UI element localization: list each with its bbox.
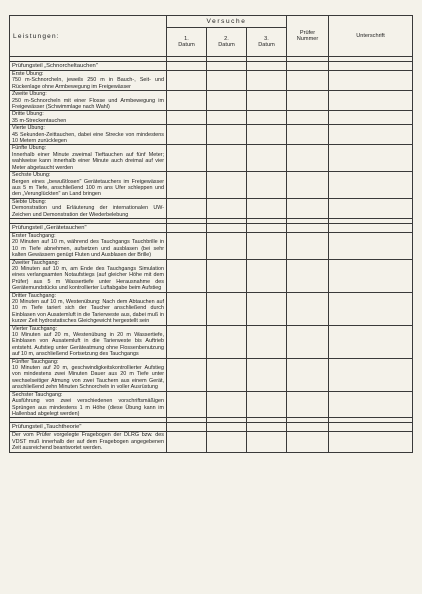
attempt-1-cell[interactable] bbox=[167, 292, 207, 325]
attempt-1-label: Datum bbox=[178, 42, 195, 48]
attempt-1-number: 1. bbox=[184, 35, 189, 42]
exercise-title: Vierte Übung: bbox=[12, 125, 45, 132]
exercise-description bbox=[10, 125, 167, 145]
exercise-row bbox=[10, 292, 413, 325]
attempt-1-cell[interactable] bbox=[167, 172, 207, 199]
attempt-2-cell[interactable] bbox=[207, 232, 247, 259]
section-title-row bbox=[10, 423, 413, 432]
section-title-row bbox=[10, 62, 413, 71]
attempt-2-cell[interactable] bbox=[207, 172, 247, 199]
exercise-title: Erster Tauchgang: bbox=[12, 232, 56, 239]
attempt-1-cell[interactable] bbox=[167, 145, 207, 172]
versuche-header: Versuche bbox=[167, 16, 287, 28]
exercise-row bbox=[10, 232, 413, 259]
leistungen-header: Leistungen: bbox=[10, 16, 167, 57]
exercise-title: Dritter Tauchgang: bbox=[12, 292, 56, 299]
unterschrift-cell[interactable] bbox=[329, 325, 413, 358]
attempt-2-cell[interactable] bbox=[207, 91, 247, 111]
exercise-description bbox=[10, 325, 167, 358]
exercise-title: Erste Übung: bbox=[12, 71, 44, 77]
exercise-title: Siebte Übung: bbox=[12, 198, 47, 205]
attempt-3-cell[interactable] bbox=[247, 232, 287, 259]
exercise-text: 20 Minuten auf 10 m, am Ende des Tauchgangs Simulation eines verlangsamten Notaufstiegs (auf gleicher Höhe mit dem Prüfer) aus 5 m Wassertiefe unter Herausnahme des Gerätemundstücks und kontrollierter Luftabgabe beim Aufstieg bbox=[12, 265, 164, 292]
attempt-3-cell[interactable] bbox=[247, 172, 287, 199]
attempt-3-cell[interactable] bbox=[247, 358, 287, 391]
section-title: Prüfungsteil „Schnorcheltauchen" bbox=[10, 62, 167, 71]
unterschrift-cell[interactable] bbox=[329, 391, 413, 418]
attempt-1-cell[interactable] bbox=[167, 111, 207, 125]
attempt-1-cell[interactable] bbox=[167, 223, 207, 232]
exercise-row bbox=[10, 172, 413, 199]
exercise-description bbox=[10, 292, 167, 325]
attempt-1-cell[interactable] bbox=[167, 71, 207, 91]
attempt-1-cell[interactable] bbox=[167, 232, 207, 259]
exercise-title: Dritte Übung: bbox=[12, 111, 44, 118]
unterschrift-cell[interactable] bbox=[329, 432, 413, 452]
pruefer-nummer-cell[interactable] bbox=[287, 259, 329, 292]
attempt-2-number: 2. bbox=[224, 35, 229, 42]
attempt-1-cell[interactable] bbox=[167, 125, 207, 145]
exam-record-table bbox=[9, 15, 413, 453]
attempt-3-header bbox=[247, 28, 287, 57]
exercise-description bbox=[10, 145, 167, 172]
pruefer-nummer-cell[interactable] bbox=[287, 125, 329, 145]
attempt-3-number: 3. bbox=[264, 35, 269, 42]
unterschrift-cell[interactable] bbox=[329, 145, 413, 172]
exercise-row bbox=[10, 358, 413, 391]
pruefer-nummer-cell[interactable] bbox=[287, 71, 329, 91]
exercise-text: 45 Sekunden-Zeittauchen, dabei eine Strecke von mindestens 10 Metern zurücklegen bbox=[12, 131, 164, 145]
exercise-description bbox=[10, 198, 167, 218]
pruefer-nummer-cell[interactable] bbox=[287, 432, 329, 452]
unterschrift-header: Unterschrift bbox=[329, 16, 413, 57]
unterschrift-cell[interactable] bbox=[329, 223, 413, 232]
attempt-2-cell[interactable] bbox=[207, 391, 247, 418]
attempt-3-cell[interactable] bbox=[247, 91, 287, 111]
section-title-row bbox=[10, 223, 413, 232]
attempt-2-header bbox=[207, 28, 247, 57]
attempt-2-cell[interactable] bbox=[207, 71, 247, 91]
exercise-row bbox=[10, 325, 413, 358]
pruefer-nummer-header: Prüfer Nummer bbox=[287, 16, 329, 57]
exercise-text: 750 m-Schnorcheln, jeweils 250 m in Bauch-, Seit- und Rückenlage ohne Armbewegung im Freigewässer bbox=[12, 77, 164, 90]
header-row-top bbox=[10, 16, 413, 28]
attempt-1-cell[interactable] bbox=[167, 259, 207, 292]
pruefer-nummer-cell[interactable] bbox=[287, 111, 329, 125]
exercise-row bbox=[10, 259, 413, 292]
section-title: Prüfungsteil „Tauchtheorie" bbox=[10, 423, 167, 432]
exercise-title: Vierter Tauchgang: bbox=[12, 325, 58, 332]
unterschrift-cell[interactable] bbox=[329, 423, 413, 432]
exercise-title: Sechster Tauchgang: bbox=[12, 391, 63, 398]
unterschrift-cell[interactable] bbox=[329, 358, 413, 391]
exercise-row bbox=[10, 125, 413, 145]
exercise-description bbox=[10, 232, 167, 259]
attempt-1-cell[interactable] bbox=[167, 432, 207, 452]
attempt-2-cell[interactable] bbox=[207, 223, 247, 232]
attempt-3-cell[interactable] bbox=[247, 62, 287, 71]
attempt-3-label: Datum bbox=[258, 42, 275, 48]
exercise-title: Fünfter Tauchgang: bbox=[12, 358, 59, 365]
exercise-text: Bergen eines „bewußtlosen" Gerätetauchers im Freigewässer aus 5 m Tiefe, anschließend 100 m ans Ufer schleppen und den „Verunglückten" an Land bringen bbox=[12, 178, 164, 198]
exercise-title: Zweite Übung: bbox=[12, 91, 47, 98]
exercise-description bbox=[10, 91, 167, 111]
attempt-2-cell[interactable] bbox=[207, 423, 247, 432]
attempt-3-cell[interactable] bbox=[247, 391, 287, 418]
attempt-3-cell[interactable] bbox=[247, 432, 287, 452]
attempt-2-cell[interactable] bbox=[207, 325, 247, 358]
exercise-description bbox=[10, 111, 167, 125]
attempt-2-cell[interactable] bbox=[207, 432, 247, 452]
exercise-description bbox=[10, 259, 167, 292]
attempt-2-cell[interactable] bbox=[207, 259, 247, 292]
exercise-text: 35 m-Streckentauchen bbox=[12, 117, 67, 124]
pruefer-nummer-cell[interactable] bbox=[287, 292, 329, 325]
attempt-1-cell[interactable] bbox=[167, 423, 207, 432]
attempt-1-cell[interactable] bbox=[167, 358, 207, 391]
pruefer-nummer-cell[interactable] bbox=[287, 62, 329, 71]
attempt-3-cell[interactable] bbox=[247, 325, 287, 358]
pruefer-nummer-cell[interactable] bbox=[287, 172, 329, 199]
attempt-3-cell[interactable] bbox=[247, 292, 287, 325]
attempt-2-cell[interactable] bbox=[207, 125, 247, 145]
exercise-text: Demonstration und Erläuterung der internationalen UW-Zeichen und Demonstration der Wiederbelebung bbox=[12, 205, 164, 218]
attempt-2-cell[interactable] bbox=[207, 62, 247, 71]
exercise-description bbox=[10, 71, 167, 91]
unterschrift-cell[interactable] bbox=[329, 292, 413, 325]
exercise-text: Der vom Prüfer vorgelegte Fragebogen der DLRG bzw. des VDST muß innerhalb der auf dem Fragebogen angegebenen Zeit ausreichend beantwortet werden. bbox=[12, 432, 164, 452]
attempt-1-cell[interactable] bbox=[167, 325, 207, 358]
pruefer-nummer-cell[interactable] bbox=[287, 391, 329, 418]
exercise-row bbox=[10, 391, 413, 418]
unterschrift-cell[interactable] bbox=[329, 172, 413, 199]
exercise-row bbox=[10, 71, 413, 91]
attempt-3-cell[interactable] bbox=[247, 125, 287, 145]
exercise-description bbox=[10, 172, 167, 199]
attempt-2-label: Datum bbox=[218, 42, 235, 48]
unterschrift-cell[interactable] bbox=[329, 62, 413, 71]
exercise-text: 250 m-Schnorcheln mit einer Flosse und Armbewegung im Freigewässer (Schwimmlage nach Wahl) bbox=[12, 97, 164, 111]
attempt-3-cell[interactable] bbox=[247, 71, 287, 91]
exercise-row bbox=[10, 432, 413, 452]
attempt-1-cell[interactable] bbox=[167, 91, 207, 111]
attempt-3-cell[interactable] bbox=[247, 423, 287, 432]
exercise-row bbox=[10, 145, 413, 172]
exercise-description bbox=[10, 432, 167, 452]
pruefer-nummer-cell[interactable] bbox=[287, 358, 329, 391]
exercise-title: Sechste Übung: bbox=[12, 172, 51, 179]
attempt-2-cell[interactable] bbox=[207, 145, 247, 172]
exercise-description bbox=[10, 391, 167, 418]
pruefer-nummer-cell[interactable] bbox=[287, 423, 329, 432]
exercise-title: Fünfte Übung: bbox=[12, 145, 47, 152]
attempt-1-header bbox=[167, 28, 207, 57]
exercise-text: Ausführung von zwei verschiedenen vorschriftsmäßigen Sprüngen aus mindestens 1 m Höhe (diese Übung kann im Hallenbad abgelegt werden) bbox=[12, 398, 164, 417]
unterschrift-cell[interactable] bbox=[329, 125, 413, 145]
attempt-3-cell[interactable] bbox=[247, 198, 287, 218]
exercise-title: Zweiter Tauchgang: bbox=[12, 259, 59, 266]
unterschrift-cell[interactable] bbox=[329, 71, 413, 91]
exercise-row bbox=[10, 111, 413, 125]
attempt-2-cell[interactable] bbox=[207, 198, 247, 218]
pruefer-nummer-cell[interactable] bbox=[287, 91, 329, 111]
attempt-1-cell[interactable] bbox=[167, 391, 207, 418]
exercise-text: 10 Minuten auf 20 m, geschwindigkeitskontrollierter Aufstieg von mindestens zwei Minuten Dauer aus 20 m Tiefe unter wechselseitiger Atmung von zwei Tauchern aus einem Gerät, anschließend zehn Minuten Schnorcheln in voller Ausrüstung bbox=[12, 365, 164, 391]
exercise-description bbox=[10, 358, 167, 391]
attempt-2-cell[interactable] bbox=[207, 358, 247, 391]
unterschrift-cell[interactable] bbox=[329, 111, 413, 125]
pruefer-nummer-cell[interactable] bbox=[287, 223, 329, 232]
pruefer-nummer-cell[interactable] bbox=[287, 145, 329, 172]
attempt-2-cell[interactable] bbox=[207, 111, 247, 125]
unterschrift-cell[interactable] bbox=[329, 91, 413, 111]
exercise-text: Innerhalb einer Minute zweimal Tieftauchen auf fünf Meter; wahlweise kann innerhalb einer Minute auch dreimal auf vier Meter abgetaucht werden bbox=[12, 151, 164, 171]
attempt-1-cell[interactable] bbox=[167, 198, 207, 218]
unterschrift-cell[interactable] bbox=[329, 198, 413, 218]
pruefer-nummer-cell[interactable] bbox=[287, 325, 329, 358]
exercise-row bbox=[10, 91, 413, 111]
section-title: Prüfungsteil „Gerätetauchen" bbox=[10, 223, 167, 232]
exercise-text: 20 Minuten auf 10 m, während des Tauchgangs Tauchbrille in 10 m Tiefe abnehmen, aufsetzen und ausblasen (bei sehr kalten Gewässern genügt Fluten und Ausblasen der Brille) bbox=[12, 239, 164, 259]
unterschrift-cell[interactable] bbox=[329, 232, 413, 259]
attempt-3-cell[interactable] bbox=[247, 223, 287, 232]
attempt-2-cell[interactable] bbox=[207, 292, 247, 325]
exercise-text: 10 Minuten auf 20 m, Westenübung in 20 m Wassertiefe, Einblasen von Ausatemluft in die Tarierweste bis Auftrieb entsteht. Aufstieg unter Geräteatmung ohne Flossenbenutzung auf 10 m, anschließend Fortsetzung des Tauchgangs bbox=[12, 332, 164, 358]
pruefer-nummer-cell[interactable] bbox=[287, 232, 329, 259]
exercise-text: 20 Minuten auf 10 m, Westenübung: Nach dem Abtauchen auf 10 m Tiefe tariert sich der Taucher anschließend durch Einblasen von Ausatemluft in die Tarierweste aus, dabei muß in kurzer Zeit hydrostatisches Gleichgewicht hergestellt sein bbox=[12, 299, 164, 325]
attempt-3-cell[interactable] bbox=[247, 111, 287, 125]
exercise-row bbox=[10, 198, 413, 218]
unterschrift-cell[interactable] bbox=[329, 259, 413, 292]
attempt-1-cell[interactable] bbox=[167, 62, 207, 71]
pruefer-nummer-cell[interactable] bbox=[287, 198, 329, 218]
attempt-3-cell[interactable] bbox=[247, 259, 287, 292]
attempt-3-cell[interactable] bbox=[247, 145, 287, 172]
